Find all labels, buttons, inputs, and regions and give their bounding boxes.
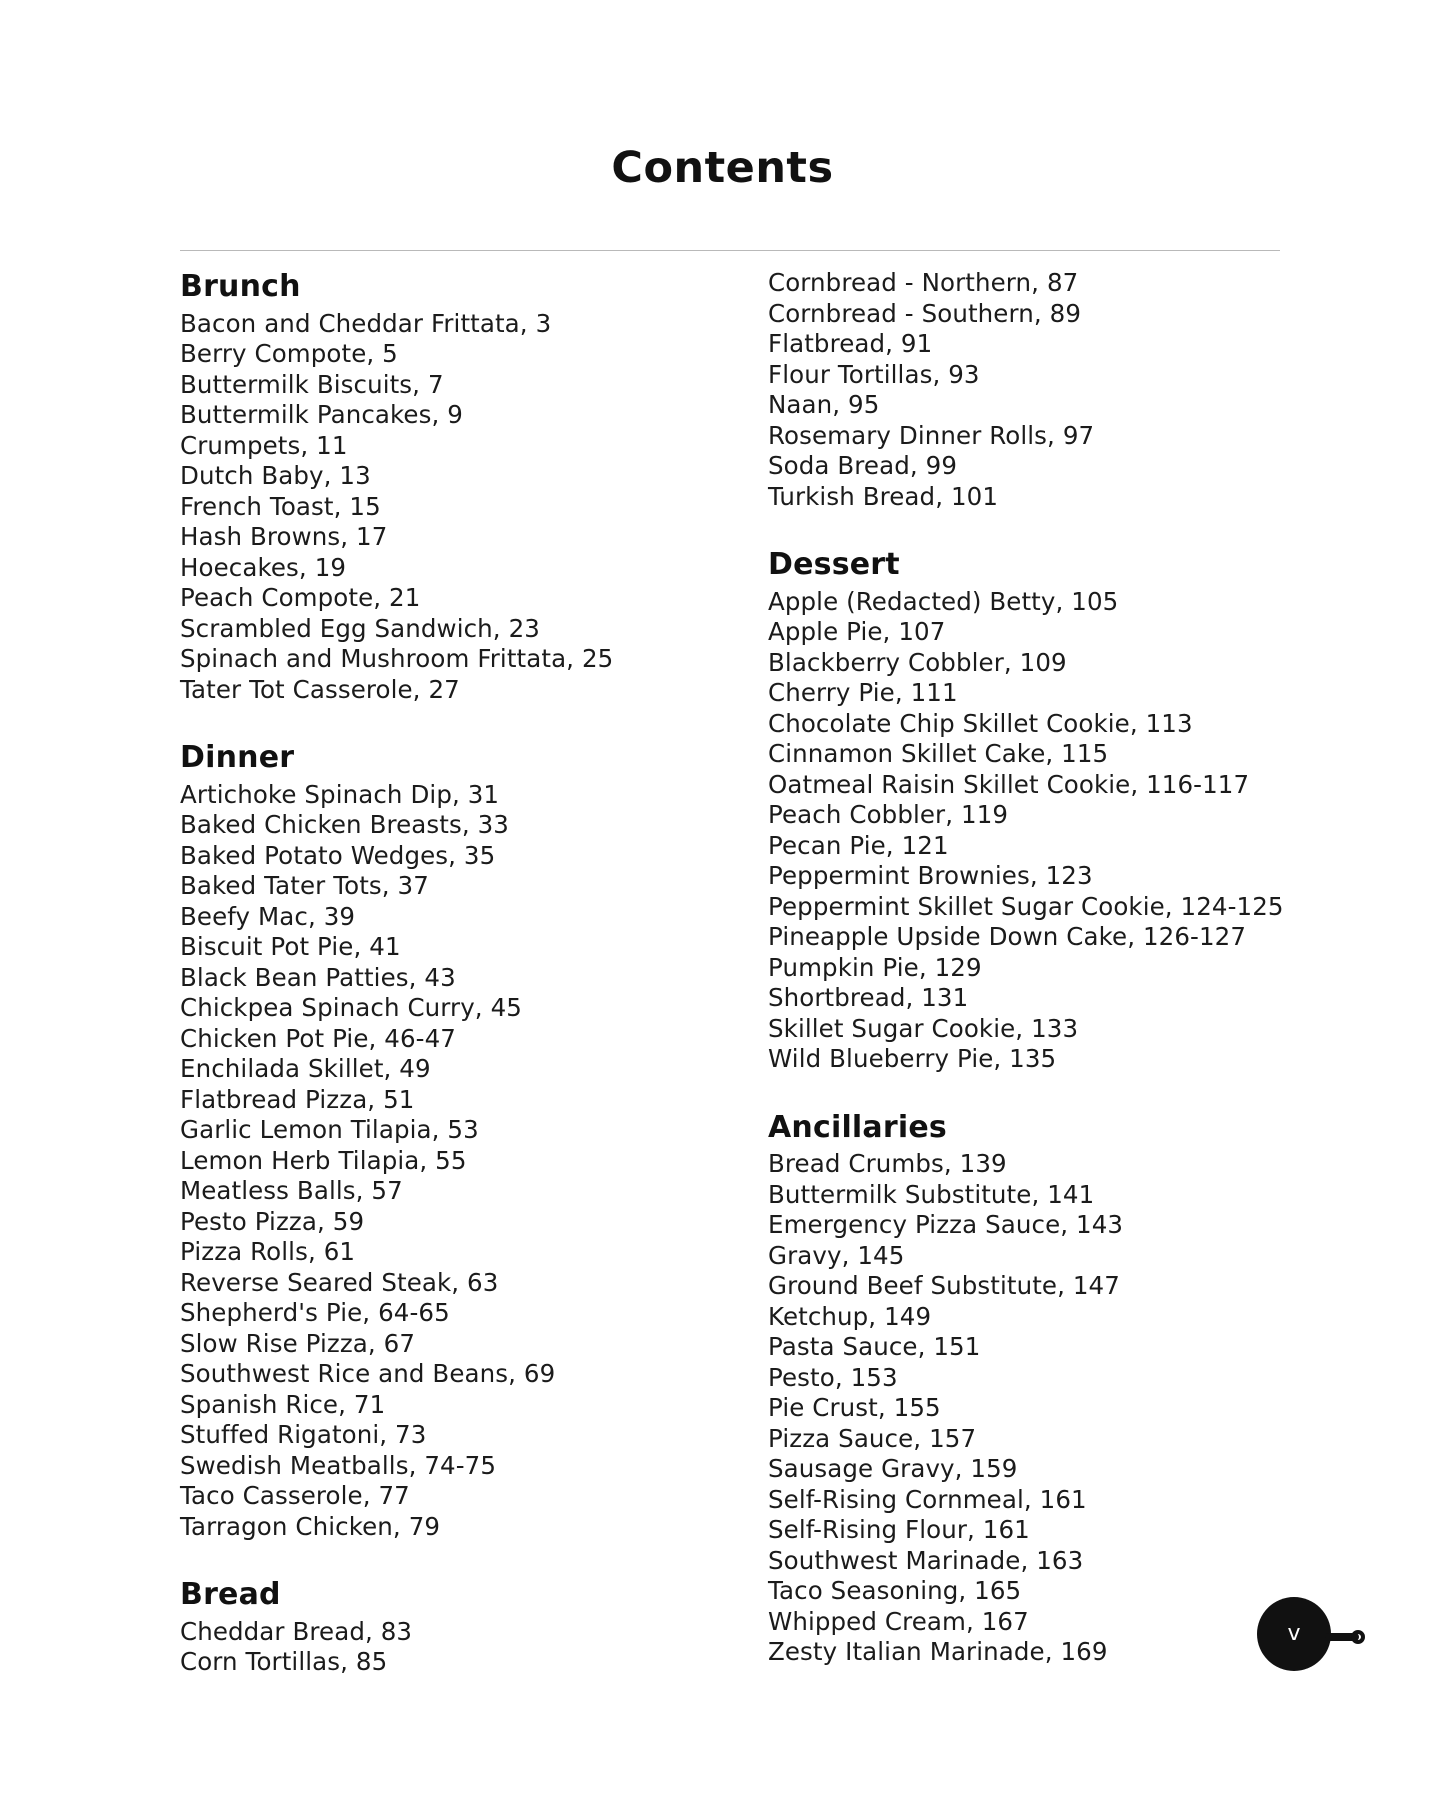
- toc-entry[interactable]: Rosemary Dinner Rolls, 97: [768, 420, 1095, 450]
- toc-entry[interactable]: Berry Compote, 5: [180, 339, 398, 368]
- toc-entry[interactable]: Garlic Lemon Tilapia, 53: [180, 1115, 479, 1144]
- toc-entry[interactable]: Tater Tot Casserole, 27: [180, 674, 460, 704]
- toc-entry[interactable]: Stuffed Rigatoni, 73: [180, 1420, 427, 1449]
- toc-entry[interactable]: Meatless Balls, 57: [180, 1176, 403, 1205]
- toc-entry[interactable]: Baked Potato Wedges, 35: [180, 840, 496, 870]
- toc-section: [180, 1576, 700, 1678]
- toc-section-heading: Bread: [180, 1577, 281, 1612]
- toc-section-heading: Ancillaries: [768, 1109, 947, 1145]
- toc-entry[interactable]: Sausage Gravy, 159: [768, 1454, 1018, 1483]
- toc-entry[interactable]: Peach Cobbler, 119: [768, 800, 1009, 829]
- toc-entry[interactable]: Zesty Italian Marinade, 169: [768, 1637, 1108, 1666]
- toc-entry[interactable]: Slow Rise Pizza, 67: [180, 1328, 416, 1358]
- toc-entry[interactable]: Turkish Bread, 101: [768, 481, 999, 511]
- toc-entry[interactable]: Chocolate Chip Skillet Cookie, 113: [768, 708, 1193, 738]
- toc-entry[interactable]: Pie Crust, 155: [768, 1393, 941, 1422]
- toc-entry[interactable]: Skillet Sugar Cookie, 133: [768, 1013, 1079, 1043]
- toc-entry[interactable]: Pesto, 153: [768, 1362, 898, 1392]
- toc-entry[interactable]: Baked Chicken Breasts, 33: [180, 810, 509, 839]
- toc-section-heading: Dinner: [180, 740, 295, 775]
- toc-entry[interactable]: Biscuit Pot Pie, 41: [180, 932, 401, 961]
- skillet-icon: [1257, 1597, 1331, 1671]
- toc-entry[interactable]: Hoecakes, 19: [180, 552, 347, 582]
- toc-entry[interactable]: Spinach and Mushroom Frittata, 25: [180, 644, 614, 673]
- page-number: v: [1287, 1621, 1301, 1646]
- toc-entry[interactable]: Bread Crumbs, 139: [768, 1149, 1007, 1178]
- toc-entry[interactable]: Pesto Pizza, 59: [180, 1206, 365, 1236]
- toc-entry[interactable]: Oatmeal Raisin Skillet Cookie, 116-117: [768, 769, 1250, 799]
- toc-entry[interactable]: Cornbread - Southern, 89: [768, 298, 1082, 328]
- toc-entry[interactable]: Apple Pie, 107: [768, 617, 946, 646]
- toc-columns: [180, 268, 1295, 1678]
- toc-entry[interactable]: Buttermilk Biscuits, 7: [180, 369, 444, 399]
- toc-entry[interactable]: Enchilada Skillet, 49: [180, 1054, 431, 1083]
- toc-entry[interactable]: Emergency Pizza Sauce, 143: [768, 1210, 1124, 1239]
- toc-entry[interactable]: Self-Rising Cornmeal, 161: [768, 1484, 1087, 1514]
- toc-entry[interactable]: Cherry Pie, 111: [768, 678, 958, 707]
- toc-entry[interactable]: Pizza Rolls, 61: [180, 1237, 356, 1266]
- toc-entry[interactable]: Whipped Cream, 167: [768, 1606, 1029, 1636]
- toc-entry[interactable]: Apple (Redacted) Betty, 105: [768, 586, 1119, 616]
- toc-entry[interactable]: Ketchup, 149: [768, 1301, 932, 1331]
- toc-entry[interactable]: Artichoke Spinach Dip, 31: [180, 779, 500, 809]
- toc-entry[interactable]: Spanish Rice, 71: [180, 1389, 386, 1419]
- toc-section-heading: Brunch: [180, 269, 301, 304]
- toc-entry[interactable]: Buttermilk Substitute, 141: [768, 1179, 1095, 1209]
- toc-entry[interactable]: Ground Beef Substitute, 147: [768, 1271, 1120, 1300]
- toc-entry[interactable]: Crumpets, 11: [180, 430, 348, 460]
- toc-entry[interactable]: Corn Tortillas, 85: [180, 1647, 388, 1676]
- toc-entry[interactable]: Scrambled Egg Sandwich, 23: [180, 613, 540, 643]
- toc-entry[interactable]: Cornbread - Northern, 87: [768, 268, 1079, 297]
- toc-entry[interactable]: Flatbread Pizza, 51: [180, 1084, 415, 1114]
- toc-entry[interactable]: Cinnamon Skillet Cake, 115: [768, 739, 1109, 768]
- page-number-badge: [1237, 1581, 1357, 1671]
- toc-entry[interactable]: Self-Rising Flour, 161: [768, 1515, 1030, 1544]
- toc-entry[interactable]: Hash Browns, 17: [180, 522, 388, 551]
- toc-section: [768, 1109, 1288, 1668]
- toc-entry[interactable]: Tarragon Chicken, 79: [180, 1511, 441, 1541]
- toc-column-right: [768, 268, 1288, 1678]
- toc-section: [180, 268, 700, 705]
- toc-entry[interactable]: Pumpkin Pie, 129: [768, 952, 982, 982]
- toc-entry[interactable]: Pasta Sauce, 151: [768, 1332, 981, 1361]
- toc-entry[interactable]: Beefy Mac, 39: [180, 901, 356, 931]
- toc-entry[interactable]: French Toast, 15: [180, 491, 381, 521]
- toc-entry[interactable]: Pizza Sauce, 157: [768, 1423, 977, 1453]
- toc-entry[interactable]: Flour Tortillas, 93: [768, 359, 980, 389]
- toc-entry[interactable]: Lemon Herb Tilapia, 55: [180, 1145, 467, 1175]
- toc-section: [768, 268, 1288, 512]
- skillet-handle-icon: [1325, 1633, 1359, 1641]
- toc-entry[interactable]: Reverse Seared Steak, 63: [180, 1267, 499, 1297]
- toc-entry[interactable]: Blackberry Cobbler, 109: [768, 647, 1067, 677]
- toc-section: [768, 546, 1288, 1075]
- toc-entry[interactable]: Bacon and Cheddar Frittata, 3: [180, 308, 552, 338]
- toc-column-left: [180, 268, 700, 1678]
- toc-entry[interactable]: Chicken Pot Pie, 46-47: [180, 1023, 456, 1053]
- toc-entry[interactable]: Taco Seasoning, 165: [768, 1576, 1022, 1605]
- toc-entry[interactable]: Buttermilk Pancakes, 9: [180, 400, 463, 429]
- toc-entry[interactable]: Cheddar Bread, 83: [180, 1616, 413, 1646]
- toc-entry[interactable]: Shepherd's Pie, 64-65: [180, 1298, 450, 1327]
- title-divider: [180, 250, 1280, 251]
- toc-entry[interactable]: Naan, 95: [768, 390, 880, 419]
- toc-entry[interactable]: Swedish Meatballs, 74-75: [180, 1450, 497, 1480]
- toc-entry[interactable]: Pecan Pie, 121: [768, 830, 949, 860]
- toc-entry[interactable]: Gravy, 145: [768, 1240, 905, 1270]
- page-title: Contents: [611, 143, 834, 193]
- toc-entry[interactable]: Pineapple Upside Down Cake, 126-127: [768, 922, 1247, 951]
- toc-entry[interactable]: Peach Compote, 21: [180, 583, 421, 612]
- toc-entry[interactable]: Southwest Rice and Beans, 69: [180, 1359, 556, 1388]
- toc-entry[interactable]: Baked Tater Tots, 37: [180, 871, 429, 900]
- toc-entry[interactable]: Taco Casserole, 77: [180, 1481, 410, 1510]
- toc-entry[interactable]: Peppermint Brownies, 123: [768, 861, 1093, 890]
- toc-entry[interactable]: Dutch Baby, 13: [180, 461, 371, 490]
- toc-entry[interactable]: Wild Blueberry Pie, 135: [768, 1044, 1057, 1073]
- toc-entry[interactable]: Black Bean Patties, 43: [180, 962, 456, 992]
- toc-entry[interactable]: Southwest Marinade, 163: [768, 1545, 1084, 1575]
- toc-entry[interactable]: Flatbread, 91: [768, 329, 933, 358]
- toc-section: [180, 739, 700, 1542]
- toc-section-heading: Dessert: [768, 547, 900, 582]
- toc-entry[interactable]: Shortbread, 131: [768, 983, 969, 1012]
- toc-entry[interactable]: Chickpea Spinach Curry, 45: [180, 993, 522, 1022]
- toc-entry[interactable]: Peppermint Skillet Sugar Cookie, 124-125: [768, 891, 1284, 921]
- toc-entry[interactable]: Soda Bread, 99: [768, 451, 958, 480]
